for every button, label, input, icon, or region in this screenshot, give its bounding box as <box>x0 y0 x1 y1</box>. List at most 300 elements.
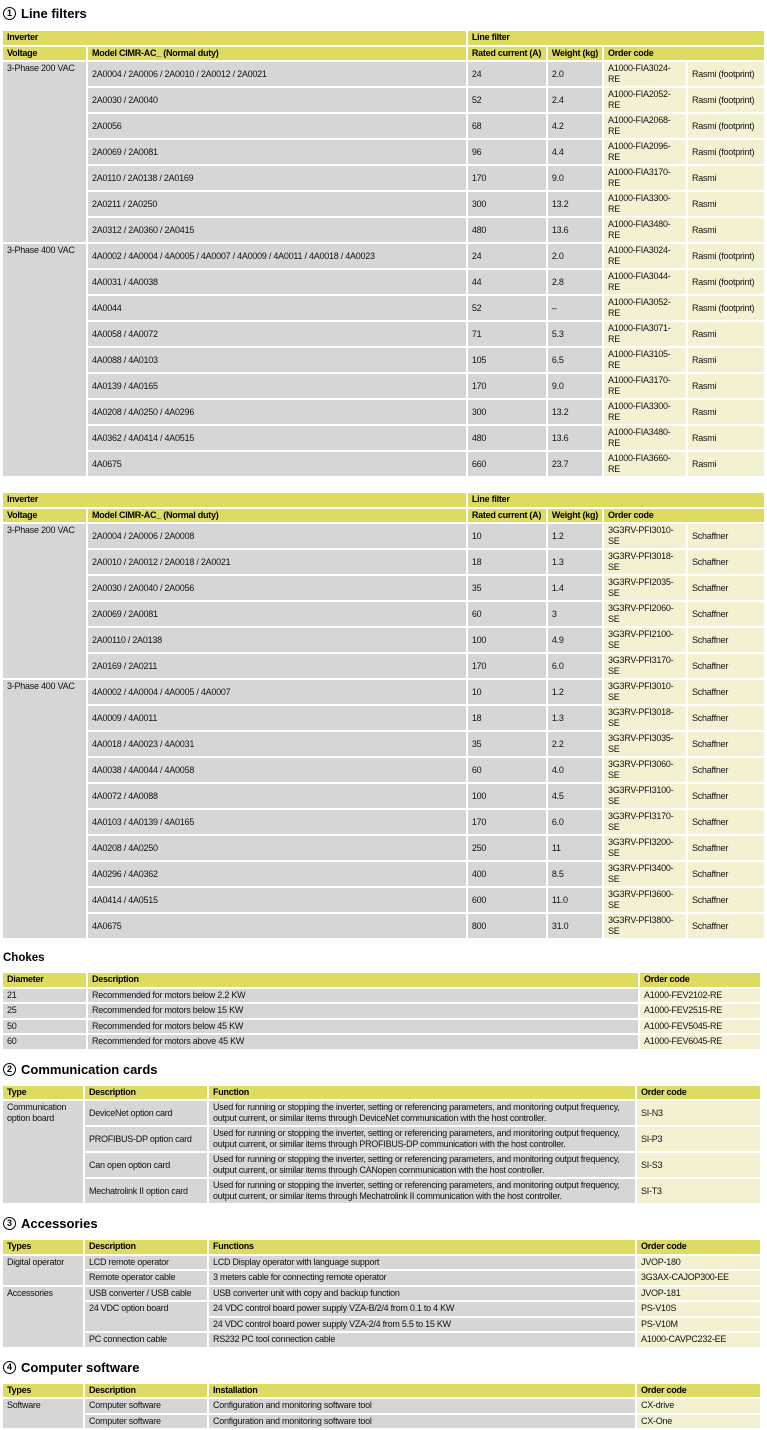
table-cell: 3G3RV-PFI3018-SE <box>604 706 686 730</box>
table-cell: A1000-FIA2068-RE <box>604 114 686 138</box>
table-cell: Schaffner <box>688 524 764 548</box>
computer-software-table-container <box>1 1382 766 1430</box>
table-cell: 3-Phase 200 VAC <box>3 62 86 242</box>
column-header: Description <box>85 1240 207 1254</box>
table-cell: Recommended for motors below 45 KW <box>88 1020 638 1034</box>
table-cell: 2.2 <box>548 732 602 756</box>
table-cell: 3 meters cable for connecting remote operator <box>209 1271 635 1285</box>
table-cell: PROFIBUS-DP option card <box>85 1127 207 1151</box>
table-cell: 3G3RV-PFI2100-SE <box>604 628 686 652</box>
table-cell: Schaffner <box>688 784 764 808</box>
table-cell: 13.2 <box>548 192 602 216</box>
table-cell: 800 <box>468 914 546 938</box>
header-row <box>3 509 764 523</box>
table-cell: Rasmi <box>688 374 764 398</box>
table-cell: 2A0312 / 2A0360 / 2A0415 <box>88 218 466 242</box>
column-header: Weight (kg) <box>548 509 602 523</box>
table-cell: 105 <box>468 348 546 372</box>
table-cell: 25 <box>3 1004 86 1018</box>
table-cell: 1.2 <box>548 524 602 548</box>
table-cell: 170 <box>468 166 546 190</box>
table-cell: A1000-FEV2515-RE <box>640 1004 760 1018</box>
table-cell: A1000-FIA3300-RE <box>604 192 686 216</box>
table-cell: A1000-CAVPC232-EE <box>637 1333 760 1347</box>
table-cell: 3G3RV-PFI3060-SE <box>604 758 686 782</box>
table-cell: Rasmi (footprint) <box>688 114 764 138</box>
header-row <box>3 1086 760 1100</box>
table-cell: 2A0010 / 2A0012 / 2A0018 / 2A0021 <box>88 550 466 574</box>
table-cell: 4A0009 / 4A0011 <box>88 706 466 730</box>
table-cell: Schaffner <box>688 602 764 626</box>
table-cell: 3-Phase 400 VAC <box>3 680 86 938</box>
table-cell: Digital operator <box>3 1256 83 1285</box>
column-header: Types <box>3 1384 83 1398</box>
table-cell: 2A0056 <box>88 114 466 138</box>
table-cell: Used for running or stopping the inverter, setting or referencing parameters, and monitoring output frequency, output current, or similar items through Mechatrolink II communication with the host controller. <box>209 1179 635 1203</box>
table-cell: 4A0088 / 4A0103 <box>88 348 466 372</box>
table-cell: 170 <box>468 374 546 398</box>
header-row <box>3 1240 760 1254</box>
table-cell: RS232 PC tool connection cable <box>209 1333 635 1347</box>
table-cell: Mechatrolink II option card <box>85 1179 207 1203</box>
table-row <box>3 784 764 808</box>
table-cell: 3 <box>548 602 602 626</box>
table-cell: 3G3RV-PFI3010-SE <box>604 524 686 548</box>
table-cell: Rasmi <box>688 192 764 216</box>
column-header: Type <box>3 1086 83 1100</box>
table-row <box>3 1271 760 1285</box>
table-cell: 660 <box>468 452 546 476</box>
header-row <box>3 973 760 987</box>
table-row <box>3 400 764 424</box>
table-cell: 13.6 <box>548 218 602 242</box>
table-cell: A1000-FIA3170-RE <box>604 166 686 190</box>
table-cell: 4A0002 / 4A0004 / 4A0005 / 4A0007 / 4A0009 / 4A0011 / 4A0018 / 4A0023 <box>88 244 466 268</box>
table-cell: 96 <box>468 140 546 164</box>
table-cell: 4A0139 / 4A0165 <box>88 374 466 398</box>
table-cell: 24 VDC control board power supply VZA-B/2/4 from 0.1 to 4 KW <box>209 1302 635 1316</box>
section-title-communication-cards: Communication cards <box>21 1062 158 1077</box>
table-cell: Rasmi (footprint) <box>688 62 764 86</box>
header-row <box>3 1384 760 1398</box>
table-cell: 2.8 <box>548 270 602 294</box>
table-cell: LCD remote operator <box>85 1256 207 1270</box>
table-cell: 6.0 <box>548 810 602 834</box>
table-cell: 4A0208 / 4A0250 <box>88 836 466 860</box>
table-cell: A1000-FIA3300-RE <box>604 400 686 424</box>
table-cell: SI-N3 <box>637 1101 760 1125</box>
table-row <box>3 1127 760 1151</box>
table-cell: 4A0208 / 4A0250 / 4A0296 <box>88 400 466 424</box>
table-cell: Schaffner <box>688 836 764 860</box>
table-cell: 60 <box>3 1035 86 1049</box>
table-cell: Rasmi <box>688 452 764 476</box>
table-cell: Schaffner <box>688 680 764 704</box>
table-cell: JVOP-181 <box>637 1287 760 1301</box>
table-cell: A1000-FIA3660-RE <box>604 452 686 476</box>
column-header: Inverter <box>3 31 466 45</box>
table-cell: 3G3RV-PFI3800-SE <box>604 914 686 938</box>
table-cell: Rasmi (footprint) <box>688 140 764 164</box>
table-row <box>3 244 764 268</box>
column-header: Weight (kg) <box>548 47 602 61</box>
line-filters-schaffner-table-container <box>1 491 766 940</box>
table-cell: Schaffner <box>688 888 764 912</box>
table-row <box>3 218 764 242</box>
table-cell: 4A0018 / 4A0023 / 4A0031 <box>88 732 466 756</box>
table-row <box>3 88 764 112</box>
table-row <box>3 680 764 704</box>
table-cell: 4A0675 <box>88 452 466 476</box>
table-row <box>3 524 764 548</box>
table-cell: SI-T3 <box>637 1179 760 1203</box>
table-row <box>3 732 764 756</box>
table-cell: Rasmi <box>688 400 764 424</box>
table-cell: Computer software <box>85 1399 207 1413</box>
column-header: Function <box>209 1086 635 1100</box>
table-cell: 3G3RV-PFI3035-SE <box>604 732 686 756</box>
table-cell: 400 <box>468 862 546 886</box>
table-cell: 11.0 <box>548 888 602 912</box>
table-cell: 4A0362 / 4A0414 / 4A0515 <box>88 426 466 450</box>
table-row <box>3 1333 760 1347</box>
table-cell: 6.5 <box>548 348 602 372</box>
circled-1-icon: 1 <box>3 7 16 20</box>
table-cell: 3G3RV-PFI2035-SE <box>604 576 686 600</box>
table-cell: 2.0 <box>548 244 602 268</box>
table-row <box>3 270 764 294</box>
table-cell: 3G3RV-PFI3100-SE <box>604 784 686 808</box>
table-cell: A1000-FIA3170-RE <box>604 374 686 398</box>
column-header: Inverter <box>3 493 466 507</box>
column-header: Rated current (A) <box>468 47 546 61</box>
table-cell: 3G3RV-PFI3400-SE <box>604 862 686 886</box>
table-row <box>3 1287 760 1301</box>
table-cell: 100 <box>468 784 546 808</box>
chokes-table-container <box>1 971 766 1051</box>
table-cell: 35 <box>468 576 546 600</box>
line-filters-rasmi-table <box>1 29 766 478</box>
column-header: Line filter <box>468 31 764 45</box>
table-row <box>3 862 764 886</box>
table-cell: 13.6 <box>548 426 602 450</box>
table-row <box>3 296 764 320</box>
table-cell: 4A0103 / 4A0139 / 4A0165 <box>88 810 466 834</box>
table-cell: 50 <box>3 1020 86 1034</box>
table-cell: 2.0 <box>548 62 602 86</box>
table-cell: A1000-FIA2096-RE <box>604 140 686 164</box>
table-cell: 2.4 <box>548 88 602 112</box>
table-row <box>3 1415 760 1429</box>
section-heading-communication-cards <box>3 1062 766 1077</box>
table-cell: Schaffner <box>688 810 764 834</box>
table-cell: 4.9 <box>548 628 602 652</box>
table-cell: 250 <box>468 836 546 860</box>
table-cell: 4A0038 / 4A0044 / 4A0058 <box>88 758 466 782</box>
section-title-accessories: Accessories <box>21 1216 98 1231</box>
table-cell: 44 <box>468 270 546 294</box>
table-cell: LCD Display operator with language support <box>209 1256 635 1270</box>
table-cell: Schaffner <box>688 550 764 574</box>
section-title-chokes: Chokes <box>3 952 45 964</box>
table-cell: 21 <box>3 989 86 1003</box>
table-cell: Used for running or stopping the inverter, setting or referencing parameters, and monitoring output frequency, output current, or similar items through DeviceNet communication with the host controller. <box>209 1101 635 1125</box>
table-cell: A1000-FIA3105-RE <box>604 348 686 372</box>
communication-cards-table-container <box>1 1084 766 1206</box>
column-header: Model CIMR-AC_ (Normal duty) <box>88 509 466 523</box>
table-cell: 600 <box>468 888 546 912</box>
column-header: Diameter <box>3 973 86 987</box>
column-header: Functions <box>209 1240 635 1254</box>
table-row <box>3 1153 760 1177</box>
table-cell: Computer software <box>85 1415 207 1429</box>
table-row <box>3 114 764 138</box>
chokes-table <box>1 971 762 1051</box>
table-cell: 2A0211 / 2A0250 <box>88 192 466 216</box>
table-cell: 4A0031 / 4A0038 <box>88 270 466 294</box>
circled-3-icon: 3 <box>3 1217 16 1230</box>
table-cell: 9.0 <box>548 374 602 398</box>
table-cell: Communication option board <box>3 1101 83 1203</box>
table-cell: 8.5 <box>548 862 602 886</box>
table-cell: Recommended for motors above 45 KW <box>88 1035 638 1049</box>
table-cell: 2A0169 / 2A0211 <box>88 654 466 678</box>
table-cell: A1000-FIA3024-RE <box>604 244 686 268</box>
table-row <box>3 374 764 398</box>
table-cell: A1000-FIA3024-RE <box>604 62 686 86</box>
table-cell: Software <box>3 1399 83 1428</box>
table-cell: 24 <box>468 62 546 86</box>
table-cell: 1.3 <box>548 706 602 730</box>
table-cell: 4.0 <box>548 758 602 782</box>
table-cell: 52 <box>468 88 546 112</box>
column-header: Voltage <box>3 509 86 523</box>
table-row <box>3 836 764 860</box>
table-cell: Rasmi (footprint) <box>688 296 764 320</box>
table-row <box>3 888 764 912</box>
table-cell: 9.0 <box>548 166 602 190</box>
table-cell: 3-Phase 200 VAC <box>3 524 86 678</box>
table-cell: Schaffner <box>688 628 764 652</box>
table-cell: 10 <box>468 680 546 704</box>
computer-software-table <box>1 1382 762 1430</box>
table-cell: A1000-FIA3071-RE <box>604 322 686 346</box>
table-cell: CX-One <box>637 1415 760 1429</box>
table-cell: 1.3 <box>548 550 602 574</box>
table-cell: A1000-FIA3480-RE <box>604 426 686 450</box>
table-cell: Used for running or stopping the inverter, setting or referencing parameters, and monitoring output frequency, output current, or similar items through PROFIBUS-DP communication with the host controller. <box>209 1127 635 1151</box>
table-cell: 2A0069 / 2A0081 <box>88 140 466 164</box>
table-row <box>3 166 764 190</box>
table-cell: 2A0030 / 2A0040 / 2A0056 <box>88 576 466 600</box>
table-cell: 71 <box>468 322 546 346</box>
table-cell: 3G3RV-PFI3018-SE <box>604 550 686 574</box>
table-cell: Can open option card <box>85 1153 207 1177</box>
line-filters-rasmi-table-container <box>1 29 766 478</box>
table-cell: SI-S3 <box>637 1153 760 1177</box>
table-cell: 4A0675 <box>88 914 466 938</box>
table-cell: Recommended for motors below 15 KW <box>88 1004 638 1018</box>
table-row <box>3 62 764 86</box>
table-cell: Configuration and monitoring software tool <box>209 1399 635 1413</box>
section-title-computer-software: Computer software <box>21 1360 139 1375</box>
table-cell: SI-P3 <box>637 1127 760 1151</box>
table-row <box>3 1256 760 1270</box>
table-cell: 3G3RV-PFI3010-SE <box>604 680 686 704</box>
table-cell: 3G3RV-PFI2060-SE <box>604 602 686 626</box>
table-cell: CX-drive <box>637 1399 760 1413</box>
column-header: Installation <box>209 1384 635 1398</box>
table-cell: Schaffner <box>688 914 764 938</box>
table-cell: A1000-FEV5045-RE <box>640 1020 760 1034</box>
table-cell: 18 <box>468 706 546 730</box>
table-cell: 2A0004 / 2A0006 / 2A0008 <box>88 524 466 548</box>
table-cell: 24 VDC option board <box>85 1302 207 1331</box>
table-cell: Rasmi <box>688 426 764 450</box>
table-cell: 5.3 <box>548 322 602 346</box>
table-cell: 68 <box>468 114 546 138</box>
accessories-table <box>1 1238 762 1349</box>
table-cell: Schaffner <box>688 862 764 886</box>
column-header: Order code <box>637 1240 760 1254</box>
table-cell: 24 VDC control board power supply VZA-2/4 from 5.5 to 15 KW <box>209 1318 635 1332</box>
table-cell: 60 <box>468 758 546 782</box>
table-cell: 3G3RV-PFI3170-SE <box>604 810 686 834</box>
table-cell: 2A0110 / 2A0138 / 2A0169 <box>88 166 466 190</box>
table-row <box>3 1101 760 1125</box>
table-cell: Rasmi <box>688 166 764 190</box>
column-header: Description <box>88 973 638 987</box>
table-row <box>3 706 764 730</box>
table-cell: Rasmi <box>688 322 764 346</box>
table-cell: 3G3RV-PFI3600-SE <box>604 888 686 912</box>
table-cell: 31.0 <box>548 914 602 938</box>
table-cell: Schaffner <box>688 654 764 678</box>
table-cell: 11 <box>548 836 602 860</box>
table-row <box>3 989 760 1003</box>
table-cell: 13.2 <box>548 400 602 424</box>
table-cell: 4.4 <box>548 140 602 164</box>
table-row <box>3 1004 760 1018</box>
section-heading-chokes <box>3 952 766 964</box>
table-cell: 4A0072 / 4A0088 <box>88 784 466 808</box>
table-cell: 480 <box>468 218 546 242</box>
column-header: Voltage <box>3 47 86 61</box>
communication-cards-table <box>1 1084 762 1206</box>
column-header: Order code <box>640 973 760 987</box>
table-cell: Remote operator cable <box>85 1271 207 1285</box>
column-header: Order code <box>604 509 764 523</box>
column-header: Order code <box>604 47 764 61</box>
header-row <box>3 493 764 507</box>
column-header: Description <box>85 1384 207 1398</box>
table-row <box>3 628 764 652</box>
table-cell: PS-V10S <box>637 1302 760 1316</box>
table-cell: 4A0002 / 4A0004 / 4A0005 / 4A0007 <box>88 680 466 704</box>
table-row <box>3 426 764 450</box>
table-cell: 4A0296 / 4A0362 <box>88 862 466 886</box>
column-header: Order code <box>637 1384 760 1398</box>
table-cell: Schaffner <box>688 706 764 730</box>
table-row <box>3 1020 760 1034</box>
table-row <box>3 322 764 346</box>
table-cell: 2A0069 / 2A0081 <box>88 602 466 626</box>
table-row <box>3 452 764 476</box>
table-cell: Rasmi <box>688 348 764 372</box>
accessories-table-container <box>1 1238 766 1349</box>
table-row <box>3 576 764 600</box>
table-cell: 3-Phase 400 VAC <box>3 244 86 476</box>
column-header: Types <box>3 1240 83 1254</box>
table-cell: 1.2 <box>548 680 602 704</box>
column-header: Description <box>85 1086 207 1100</box>
table-cell: 1.4 <box>548 576 602 600</box>
table-cell: 2A0004 / 2A0006 / 2A0010 / 2A0012 / 2A0021 <box>88 62 466 86</box>
table-cell: Rasmi <box>688 218 764 242</box>
table-cell: 300 <box>468 192 546 216</box>
line-filters-schaffner-table <box>1 491 766 940</box>
section-heading-accessories <box>3 1216 766 1231</box>
table-cell: USB converter / USB cable <box>85 1287 207 1301</box>
circled-2-icon: 2 <box>3 1063 16 1076</box>
table-cell: PS-V10M <box>637 1318 760 1332</box>
table-row <box>3 1302 760 1316</box>
table-cell: 4A0414 / 4A0515 <box>88 888 466 912</box>
table-cell: A1000-FEV2102-RE <box>640 989 760 1003</box>
header-row <box>3 47 764 61</box>
table-cell: 3G3RV-PFI3170-SE <box>604 654 686 678</box>
table-cell: 4.5 <box>548 784 602 808</box>
table-row <box>3 348 764 372</box>
section-heading-computer-software <box>3 1360 766 1375</box>
table-row <box>3 654 764 678</box>
column-header: Rated current (A) <box>468 509 546 523</box>
table-row <box>3 1035 760 1049</box>
table-cell: 2A0030 / 2A0040 <box>88 88 466 112</box>
table-cell: A1000-FIA3480-RE <box>604 218 686 242</box>
table-cell: 24 <box>468 244 546 268</box>
table-cell: PC connection cable <box>85 1333 207 1347</box>
table-cell: Accessories <box>3 1287 83 1347</box>
table-row <box>3 914 764 938</box>
table-cell: 480 <box>468 426 546 450</box>
table-cell: Used for running or stopping the inverter, setting or referencing parameters, and monitoring output frequency, output current, or similar items through CANopen communication with the host controller. <box>209 1153 635 1177</box>
table-cell: 2A00110 / 2A0138 <box>88 628 466 652</box>
table-cell: Rasmi (footprint) <box>688 270 764 294</box>
table-cell: USB converter unit with copy and backup function <box>209 1287 635 1301</box>
table-row <box>3 602 764 626</box>
table-cell: Rasmi (footprint) <box>688 88 764 112</box>
section-heading-line-filters <box>3 6 766 21</box>
table-cell: DeviceNet option card <box>85 1101 207 1125</box>
catalog-page <box>1 6 766 1430</box>
table-cell: A1000-FEV6045-RE <box>640 1035 760 1049</box>
table-cell: 300 <box>468 400 546 424</box>
column-header: Model CIMR-AC_ (Normal duty) <box>88 47 466 61</box>
circled-4-icon: 4 <box>3 1361 16 1374</box>
table-cell: 4A0058 / 4A0072 <box>88 322 466 346</box>
table-cell: 10 <box>468 524 546 548</box>
table-cell: – <box>548 296 602 320</box>
table-cell: Schaffner <box>688 732 764 756</box>
table-cell: 4.2 <box>548 114 602 138</box>
table-cell: A1000-FIA2052-RE <box>604 88 686 112</box>
table-cell: Schaffner <box>688 758 764 782</box>
table-cell: 60 <box>468 602 546 626</box>
table-cell: JVOP-180 <box>637 1256 760 1270</box>
table-cell: Rasmi (footprint) <box>688 244 764 268</box>
table-cell: Recommended for motors below 2.2 KW <box>88 989 638 1003</box>
